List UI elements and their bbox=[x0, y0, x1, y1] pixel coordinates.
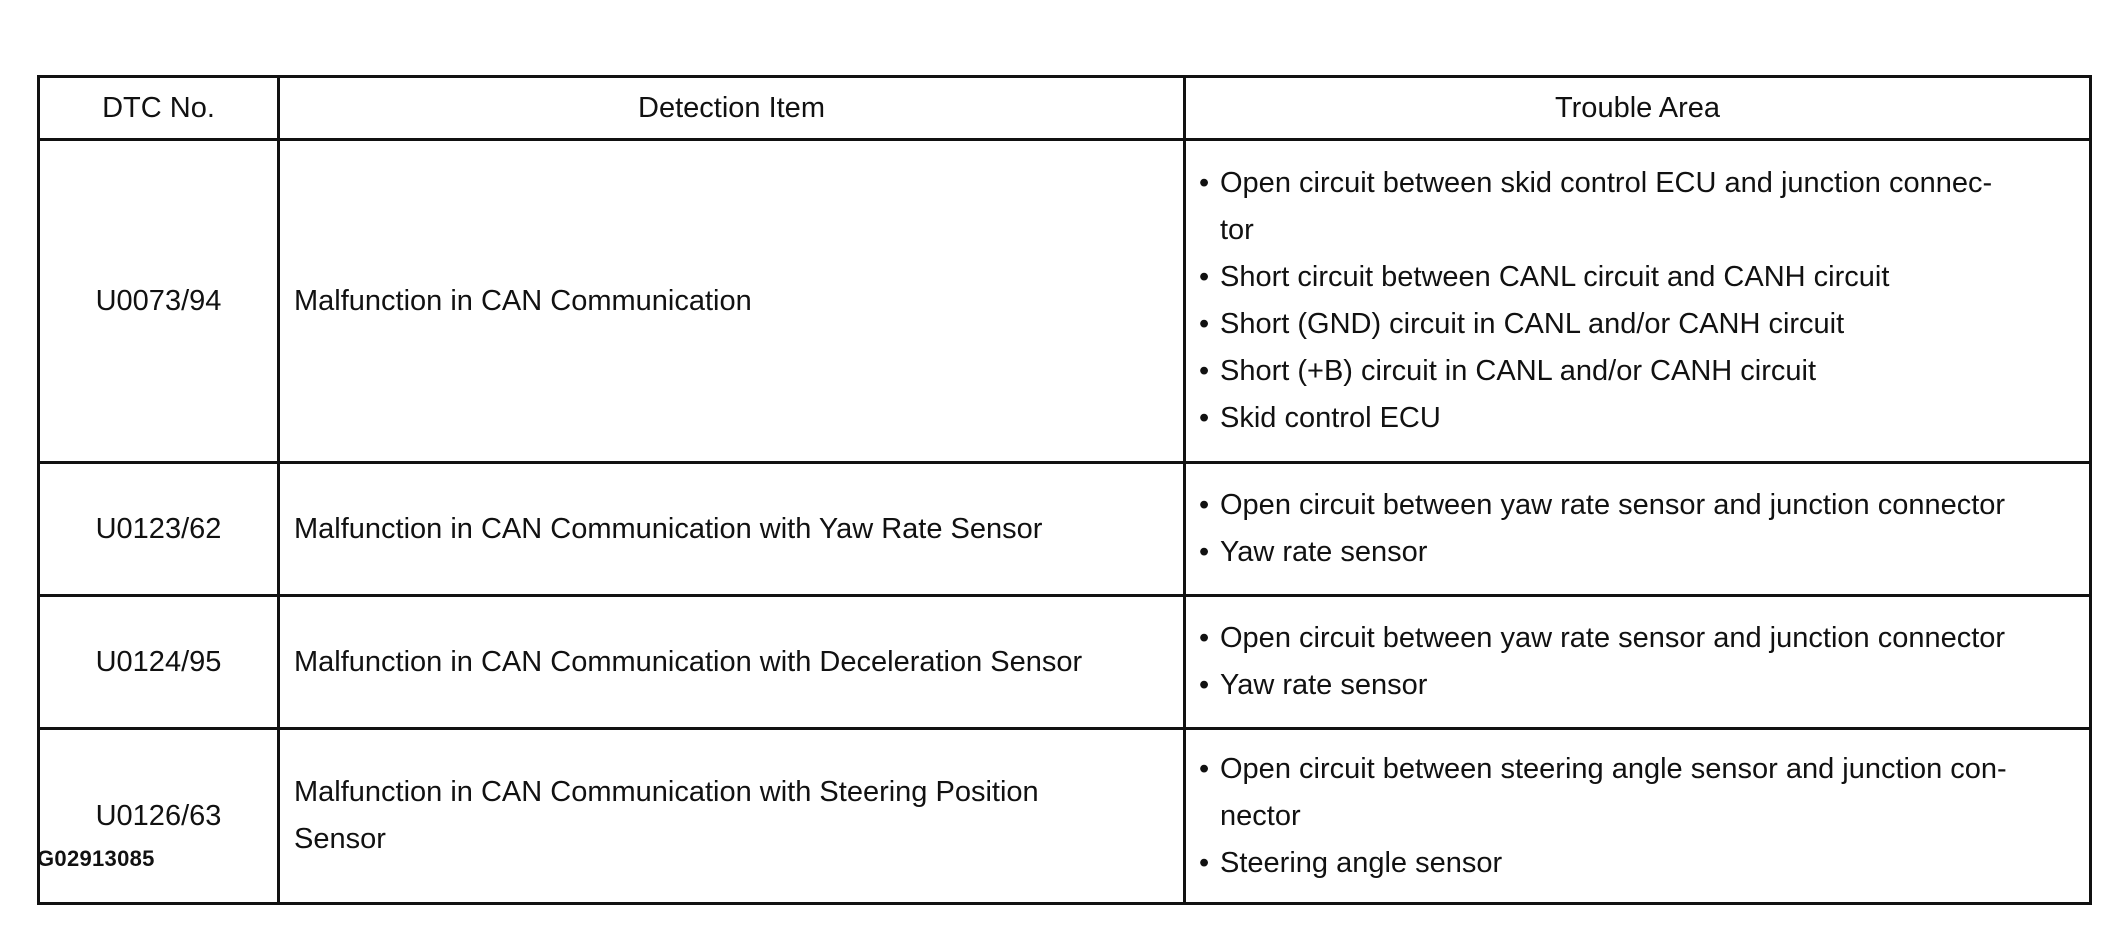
table-row bbox=[39, 463, 2091, 596]
trouble-area-item bbox=[1198, 395, 2077, 442]
trouble-area-text: Yaw rate sensor bbox=[1220, 536, 1428, 568]
trouble-area-cell bbox=[1185, 463, 2091, 596]
trouble-area-list bbox=[1198, 746, 2077, 887]
table-row bbox=[39, 596, 2091, 729]
trouble-area-item bbox=[1198, 840, 2077, 887]
trouble-area-cell bbox=[1185, 596, 2091, 729]
table-row bbox=[39, 140, 2091, 463]
trouble-area-text: Open circuit between steering angle sensor and junction con- nector bbox=[1220, 752, 2007, 832]
dtc-code-cell: U0126/63 bbox=[39, 729, 279, 904]
table-row bbox=[39, 729, 2091, 904]
trouble-area-text: Open circuit between skid control ECU and junction connec- tor bbox=[1220, 167, 1993, 246]
dtc-code-cell: U0124/95 bbox=[39, 596, 279, 729]
trouble-area-item bbox=[1198, 254, 2077, 301]
trouble-area-item bbox=[1198, 746, 2077, 840]
detection-item-cell bbox=[279, 729, 1185, 904]
dtc-table bbox=[37, 75, 2092, 905]
table-header bbox=[39, 77, 2091, 140]
trouble-area-text: Short circuit between CANL circuit and CANH circuit bbox=[1220, 261, 1890, 293]
trouble-area-list bbox=[1198, 615, 2077, 709]
detection-item-cell: Malfunction in CAN Communication with Deceleration Sensor bbox=[279, 596, 1185, 729]
trouble-area-text: Short (+B) circuit in CANL and/or CANH circuit bbox=[1220, 355, 1817, 387]
trouble-area-text: Open circuit between yaw rate sensor and junction connector bbox=[1220, 489, 2006, 521]
trouble-area-text: Yaw rate sensor bbox=[1220, 669, 1428, 701]
trouble-area-list bbox=[1198, 482, 2077, 576]
detection-item-cell: Malfunction in CAN Communication with Yaw Rate Sensor bbox=[279, 463, 1185, 596]
trouble-area-item bbox=[1198, 301, 2077, 348]
trouble-area-item bbox=[1198, 482, 2077, 529]
trouble-area-text: Open circuit between yaw rate sensor and junction connector bbox=[1220, 622, 2006, 654]
header-trouble-area: Trouble Area bbox=[1185, 77, 2091, 140]
trouble-area-cell bbox=[1185, 729, 2091, 904]
dtc-code-cell: U0123/62 bbox=[39, 463, 279, 596]
header-row bbox=[39, 77, 2091, 140]
trouble-area-item bbox=[1198, 529, 2077, 576]
trouble-area-text: Short (GND) circuit in CANL and/or CANH circuit bbox=[1220, 308, 1845, 340]
table-body bbox=[39, 140, 2091, 904]
trouble-area-list bbox=[1198, 160, 2077, 442]
trouble-area-text: Steering angle sensor bbox=[1220, 846, 1503, 879]
detection-item-text: Malfunction in CAN Communication with Steering Position Sensor bbox=[294, 776, 1039, 855]
figure-code: G02913085 bbox=[37, 846, 155, 871]
dtc-code-cell: U0073/94 bbox=[39, 140, 279, 463]
trouble-area-item bbox=[1198, 160, 2077, 254]
trouble-area-item bbox=[1198, 615, 2077, 662]
trouble-area-cell bbox=[1185, 140, 2091, 463]
header-detection-item: Detection Item bbox=[279, 77, 1185, 140]
trouble-area-item bbox=[1198, 662, 2077, 709]
trouble-area-text: Skid control ECU bbox=[1220, 402, 1441, 434]
trouble-area-item bbox=[1198, 348, 2077, 395]
header-dtc-no: DTC No. bbox=[39, 77, 279, 140]
detection-item-cell: Malfunction in CAN Communication bbox=[279, 140, 1185, 463]
